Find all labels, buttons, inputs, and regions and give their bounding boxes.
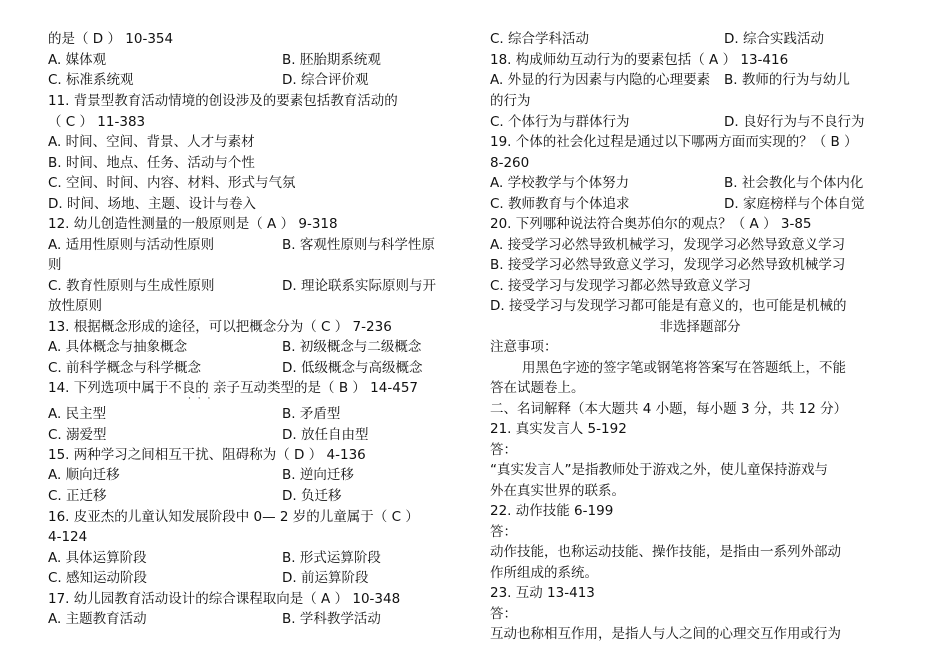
q23-stem: 23. 互动 13-413: [490, 585, 595, 601]
q20-option-d: D. 接受学习与发现学习都可能是有意义的，也可能是机械的: [490, 298, 847, 314]
q12-option-b: B. 客观性原则与科学性原: [282, 237, 435, 253]
emphasis-dots: · · ·: [188, 394, 213, 404]
q18-option-a: A. 外显的行为因素与内隐的心理要素: [490, 72, 711, 88]
q17-option-a: A. 主题教育活动: [48, 611, 147, 627]
q10-tail: 的是（ D ） 10-354: [48, 31, 174, 47]
q19-option-a: A. 学校教学与个体努力: [490, 175, 630, 191]
q17-option-d: D. 综合实践活动: [724, 31, 824, 47]
q23-answer: 互动也称相互作用，是指人与人之间的心理交互作用或行为: [490, 626, 841, 642]
answer-label: 答：: [490, 524, 517, 540]
q18-option-c: C. 个体行为与群体行为: [490, 114, 630, 130]
q22-stem: 22. 动作技能 6-199: [490, 503, 614, 519]
q15-option-c: C. 正迁移: [48, 488, 107, 504]
q12-stem: 12. 幼儿创造性测量的一般原则是（ A ） 9-318: [48, 216, 338, 232]
q10-option-c: C. 标准系统观: [48, 72, 134, 88]
q10-option-b: B. 胚胎期系统观: [282, 52, 381, 68]
q16-stem: 16. 皮亚杰的儿童认知发展阶段中 0— 2 岁的儿童属于（ C ）: [48, 509, 419, 525]
q14-stem: 14. 下列选项中属于不良的 亲子互动类型的是（ B ） 14-457: [48, 380, 419, 396]
q18-option-d: D. 良好行为与不良行为: [724, 114, 865, 130]
answer-label: 答：: [490, 606, 517, 622]
q18-option-b: B. 教师的行为与幼儿: [724, 72, 850, 88]
q16-option-d: D. 前运算阶段: [282, 570, 369, 586]
q12-option-d-cont: 放性原则: [48, 298, 102, 314]
q17-option-c: C. 综合学科活动: [490, 31, 590, 47]
q22-answer: 动作技能，也称运动技能、操作技能，是指由一系列外部动: [490, 544, 841, 560]
notes-body-cont: 答在试题卷上。: [490, 380, 585, 396]
q14-option-d: D. 放任自由型: [282, 427, 369, 443]
q14-option-b: B. 矛盾型: [282, 406, 341, 422]
q12-option-a: A. 适用性原则与活动性原则: [48, 237, 215, 253]
q21-answer: “真实发言人”是指教师处于游戏之外，使儿童保持游戏与: [490, 462, 828, 478]
q13-stem: 13. 根据概念形成的途径，可以把概念分为（ C ） 7-236: [48, 319, 392, 335]
q12-option-d: D. 理论联系实际原则与开: [282, 278, 436, 294]
q19-option-c: C. 教师教育与个体追求: [490, 196, 630, 212]
q13-option-a: A. 具体概念与抽象概念: [48, 339, 188, 355]
q18-stem: 18. 构成师幼互动行为的要素包括（ A ） 13-416: [490, 52, 789, 68]
q17-option-b: B. 学科教学活动: [282, 611, 381, 627]
q19-option-b: B. 社会教化与个体内化: [724, 175, 864, 191]
q11-option-a: A. 时间、空间、背景、人才与素材: [48, 134, 255, 150]
q20-option-c: C. 接受学习与发现学习都必然导致意义学习: [490, 278, 752, 294]
q21-stem: 21. 真实发言人 5-192: [490, 421, 627, 437]
q15-option-a: A. 顺向迁移: [48, 467, 120, 483]
q19-stem: 19. 个体的社会化过程是通过以下哪两方面而实现的？（ B ）: [490, 134, 858, 150]
notes-title: 注意事项：: [490, 339, 558, 355]
answer-label: 答：: [490, 442, 517, 458]
q15-option-b: B. 逆向迁移: [282, 467, 354, 483]
q15-option-d: D. 负迁移: [282, 488, 342, 504]
q16-option-a: A. 具体运算阶段: [48, 550, 147, 566]
q14-option-c: C. 溺爱型: [48, 427, 107, 443]
q22-answer-cont: 作所组成的系统。: [490, 565, 598, 581]
q11-option-c: C. 空间、时间、内容、材料、形式与气氛: [48, 175, 296, 191]
q11-option-b: B. 时间、地点、任务、活动与个性: [48, 155, 255, 171]
q10-option-a: A. 媒体观: [48, 52, 107, 68]
q18-option-b-cont: 的行为: [490, 93, 531, 109]
q20-option-b: B. 接受学习必然导致意义学习，发现学习必然导致机械学习: [490, 257, 846, 273]
q16-option-c: C. 感知运动阶段: [48, 570, 148, 586]
q16-option-b: B. 形式运算阶段: [282, 550, 381, 566]
q12-option-c: C. 教育性原则与生成性原则: [48, 278, 215, 294]
q21-answer-cont: 外在真实世界的联系。: [490, 483, 625, 499]
q14-option-a: A. 民主型: [48, 406, 107, 422]
q11-option-d: D. 时间、场地、主题、设计与卷入: [48, 196, 256, 212]
q12-option-b-cont: 则: [48, 257, 62, 273]
q16-stem-cont: 4-124: [48, 529, 88, 545]
notes-body: 用黑色字迹的签字笔或钢笔将答案写在答题纸上，不能: [522, 360, 846, 376]
q20-stem: 20. 下列哪种说法符合奥苏伯尔的观点？（ A ） 3-85: [490, 216, 812, 232]
q13-option-b: B. 初级概念与二级概念: [282, 339, 422, 355]
q13-option-d: D. 低级概念与高级概念: [282, 360, 423, 376]
section-title: 非选择题部分: [659, 319, 741, 335]
q19-option-d: D. 家庭榜样与个体自觉: [724, 196, 865, 212]
q19-stem-cont: 8-260: [490, 155, 530, 171]
q20-option-a: A. 接受学习必然导致机械学习，发现学习必然导致意义学习: [490, 237, 846, 253]
q17-stem: 17. 幼儿园教育活动设计的综合课程取向是（ A ） 10-348: [48, 591, 401, 607]
q11-stem: 11. 背景型教育活动情境的创设涉及的要素包括教育活动的: [48, 93, 398, 109]
q11-answer: （ C ） 11-383: [48, 114, 146, 130]
q15-stem: 15. 两种学习之间相互干扰、阻碍称为（ D ） 4-136: [48, 447, 366, 463]
q13-option-c: C. 前科学概念与科学概念: [48, 360, 202, 376]
part2-title: 二、名词解释（本大题共 4 小题，每小题 3 分，共 12 分）: [490, 401, 848, 417]
q10-option-d: D. 综合评价观: [282, 72, 369, 88]
